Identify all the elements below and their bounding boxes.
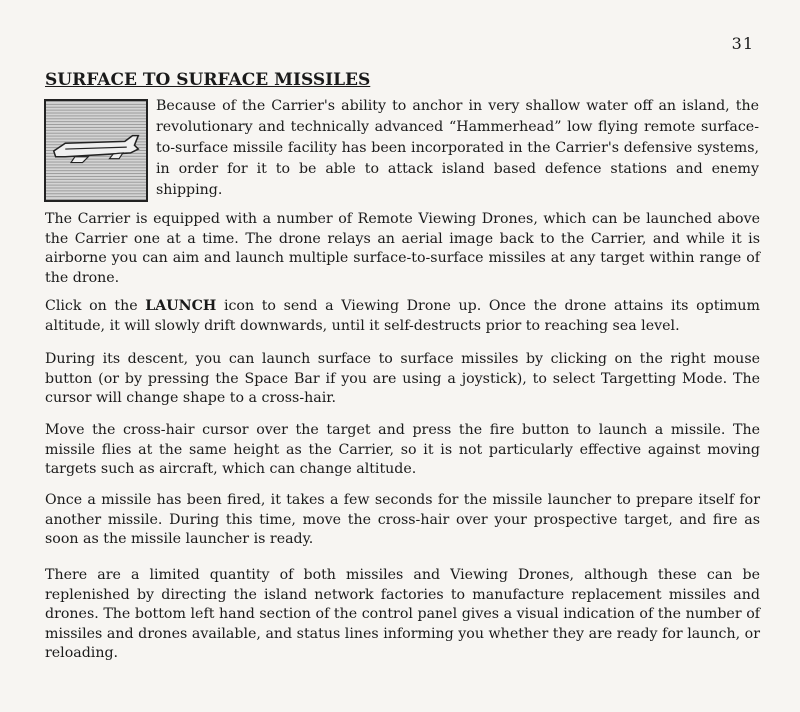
intro-paragraph: Because of the Carrier's ability to anchor in very shallow water off an island, the revolutionary and technically advanced “Hammerhead” low flying remote surface-to-surface missile facility has been incorporated in the Carrier's defensive systems, in order for it to be able to attack island based defence stations and enemy shipping. — [156, 98, 759, 198]
paragraph-supply: There are a limited quantity of both missiles and Viewing Drones, although these can be replenished by directing the island network factories to manufacture replacement missiles and drones. The bottom left hand section of the control panel gives a visual indication of the number of missiles and drones available, and status lines informing you whether they are ready for launch, or reloading. — [45, 567, 760, 661]
page-number: 31 — [731, 34, 754, 53]
paragraph-drones: The Carrier is equipped with a number of Remote Viewing Drones, which can be launched above the Carrier one at a time. The drone relays an aerial image back to the Carrier, and while it is airborne you can aim and launch multiple surface-to-surface missiles at any target within range of the drone. — [45, 211, 760, 286]
launch-text-before: Click on the — [45, 298, 146, 314]
paragraph-launch — [45, 297, 760, 336]
paragraph-descent: During its descent, you can launch surface to surface missiles by clicking on the right mouse button (or by pressing the Space Bar if you are using a joystick), to select Targetting Mode. The cursor will change shape to a cross-hair. — [45, 351, 760, 406]
paragraph-crosshair: Move the cross-hair cursor over the target and press the fire button to launch a missile. The missile flies at the same height as the Carrier, so it is not particularly effective against moving targets such as aircraft, which can change altitude. — [45, 422, 760, 477]
launch-text-after: icon to send a Viewing Drone up. Once the drone attains its optimum altitude, it will slowly drift downwards, until it self-destructs prior to reaching sea level. — [45, 298, 761, 334]
launch-keyword: LAUNCH — [145, 298, 217, 314]
section-title: SURFACE TO SURFACE MISSILES — [45, 70, 371, 90]
missile-launch-icon — [44, 99, 148, 202]
paragraph-reload: Once a missile has been fired, it takes a few seconds for the missile launcher to prepare itself for another missile. During this time, move the cross-hair over your prospective target, and fire as soon as the missile launcher is ready. — [45, 492, 760, 547]
